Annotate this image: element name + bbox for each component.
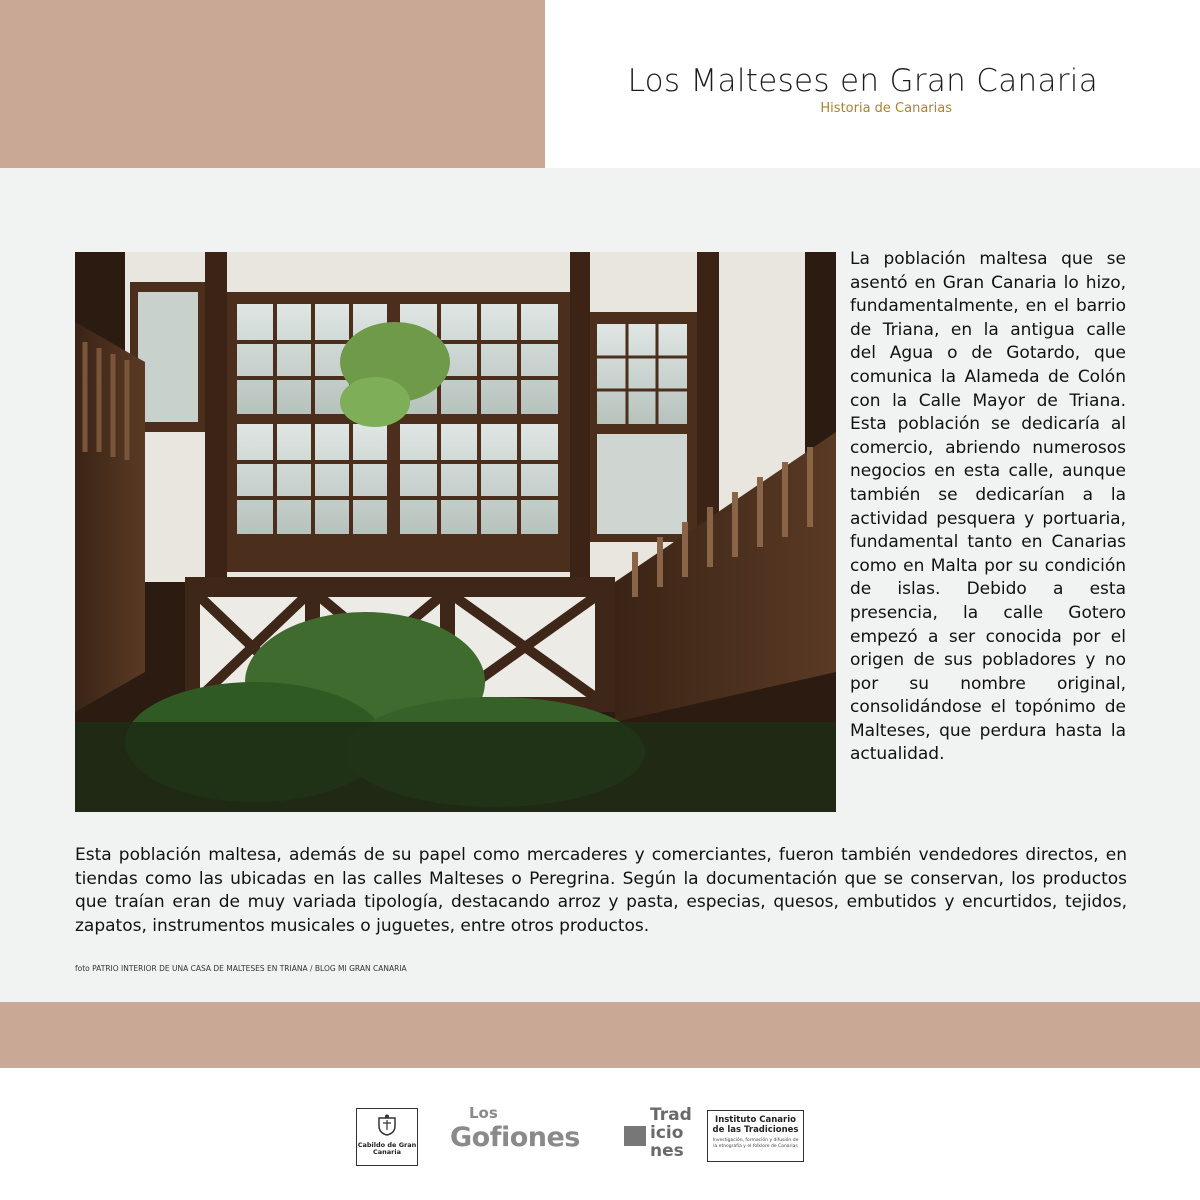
page-subtitle: Historia de Canarias <box>820 101 952 116</box>
trad-line-3: nes <box>650 1141 684 1161</box>
crest-icon <box>377 1114 397 1136</box>
trad-badge-icon <box>624 1126 646 1146</box>
sponsor-logos <box>0 1068 1200 1200</box>
icatra-logo <box>707 1110 804 1162</box>
top-decor-band <box>0 0 545 168</box>
courtyard-photo <box>75 252 836 812</box>
side-paragraph: La población maltesa que se asentó en Gran Canaria lo hizo, fundamentalmente, en el barrio de Triana, en la antigua calle del Agua o de Gotardo, que comunica la Alameda de Colón con la Calle Mayor de Triana. Esta población se dedicaría al comercio, abriendo numerosos negocios en esta calle, aunque también se dedicarían a la actividad pesquera y portuaria, fundamental tanto en Canarias como en Malta por su condición de islas. Debido a esta presencia, la calle Gotero empezó a ser conocida por el origen de sus pobladores y no por su nombre original, consolidándose el topónimo de Malteses, que perdura hasta la actualidad. <box>850 249 1126 765</box>
trad-line-2: icio <box>650 1123 684 1143</box>
photo-caption: foto PATRIO INTERIOR DE UNA CASA DE MALTESES EN TRIANA / BLOG MI GRAN CANARIA <box>75 964 407 973</box>
trad-word <box>650 1106 692 1160</box>
gofiones-los: Los <box>469 1104 498 1122</box>
header <box>628 62 1098 116</box>
icatra-title: Instituto Canario de las Tradiciones <box>712 1115 799 1135</box>
cabildo-logo <box>356 1108 418 1166</box>
icatra-subtitle: Investigación, formación y difusión de la etnografía y el folklore de Canarias <box>712 1138 799 1149</box>
cabildo-label: Cabildo de Gran Canaria <box>357 1141 417 1156</box>
bottom-decor-band <box>0 1002 1200 1068</box>
gofiones-name: Gofiones <box>450 1122 580 1153</box>
tradiciones-logo <box>624 1106 698 1166</box>
courtyard-illustration <box>75 252 836 812</box>
page-title: Los Malteses en Gran Canaria <box>627 63 1098 99</box>
trad-line-1: Trad <box>650 1105 692 1125</box>
bottom-paragraph: Esta población maltesa, además de su papel como mercaderes y comerciantes, fueron también vendedores directos, en tiendas como las ubicadas en las calles Malteses o Peregrina. Según la documentación que se conservan, los productos que traían eran de muy variada tipología, destacando arroz y pasta, especias, quesos, embutidos y encurtidos, tejidos, zapatos, instrumentos musicales o juguetes, entre otros productos. <box>75 845 1127 936</box>
gofiones-logo <box>448 1104 598 1164</box>
